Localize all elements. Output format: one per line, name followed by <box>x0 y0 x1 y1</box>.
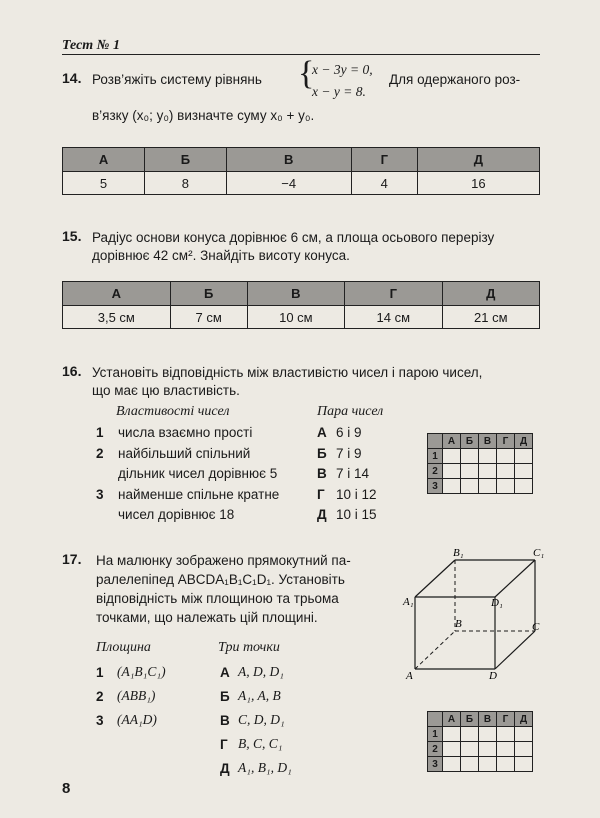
grid-cell[interactable] <box>443 464 461 479</box>
plane-item: 2 <box>96 689 104 704</box>
grid-cell[interactable] <box>515 757 533 772</box>
answer-option[interactable]: 16 <box>417 172 539 195</box>
grid-col-header: В <box>479 712 497 727</box>
points-option: Б <box>220 689 230 704</box>
grid-cell[interactable] <box>443 727 461 742</box>
grid-col-header: Б <box>461 712 479 727</box>
equation-2: x − y = 8. <box>312 84 366 99</box>
question-17-line-2: ралелепіпед ABCDA₁B₁C₁D₁. Установіть <box>96 572 345 587</box>
grid-col-header: Д <box>515 434 533 449</box>
question-17-line-1: На малюнку зображено прямокутний па- <box>96 553 351 568</box>
grid-corner <box>428 712 443 727</box>
grid-row-header: 3 <box>428 757 443 772</box>
plane-text: (ABB₁) <box>117 688 156 703</box>
grid-cell[interactable] <box>515 742 533 757</box>
pair-text: 10 і 12 <box>336 487 377 502</box>
grid-cell[interactable] <box>461 464 479 479</box>
grid-corner <box>428 434 443 449</box>
grid-cell[interactable] <box>515 727 533 742</box>
plane-text: (AA₁D) <box>117 712 157 727</box>
edge-dc <box>495 631 535 669</box>
question-17-line-3: відповідність між площиною та трьома <box>96 591 339 606</box>
answer-table-15 <box>62 281 540 329</box>
plane-column-title: Площина <box>96 640 151 655</box>
grid-cell[interactable] <box>515 449 533 464</box>
answer-option[interactable]: 8 <box>145 172 227 195</box>
edge-ab <box>415 631 455 669</box>
property-item: 3 <box>96 487 104 502</box>
grid-cell[interactable] <box>515 464 533 479</box>
answer-option[interactable]: −4 <box>226 172 351 195</box>
grid-cell[interactable] <box>497 464 515 479</box>
vertex-label-b: B <box>455 618 462 630</box>
pair-text: 6 і 9 <box>336 425 362 440</box>
parallelepiped-figure <box>395 545 555 685</box>
answer-header: Д <box>442 282 539 306</box>
pair-option: А <box>317 425 327 440</box>
answer-grid-16 <box>427 433 533 494</box>
points-option: Г <box>220 737 228 752</box>
property-text: найбільший спільний <box>118 446 251 461</box>
answer-header: Б <box>170 282 247 306</box>
grid-col-header: Г <box>497 434 515 449</box>
edge-d1c1 <box>495 560 535 597</box>
answer-header: Г <box>345 282 442 306</box>
grid-cell[interactable] <box>497 479 515 494</box>
plane-item: 3 <box>96 713 104 728</box>
grid-row-header: 3 <box>428 479 443 494</box>
vertex-label-d: D <box>489 670 497 682</box>
property-text: дільник чисел дорівнює 5 <box>118 466 278 481</box>
grid-col-header: А <box>443 712 461 727</box>
question-14-number: 14. <box>62 70 82 86</box>
grid-cell[interactable] <box>479 757 497 772</box>
question-17-line-4: точками, що належать цій площині. <box>96 610 318 625</box>
grid-cell[interactable] <box>479 449 497 464</box>
pair-text: 7 і 14 <box>336 466 370 481</box>
property-item: 2 <box>96 446 104 461</box>
question-17-number: 17. <box>62 551 82 567</box>
grid-cell[interactable] <box>461 479 479 494</box>
grid-cell[interactable] <box>479 479 497 494</box>
equation-1: x − 3y = 0, <box>312 62 373 77</box>
plane-item: 1 <box>96 665 104 680</box>
property-text: чисел дорівнює 18 <box>118 507 235 522</box>
question-15-number: 15. <box>62 228 82 244</box>
answer-header: Д <box>417 148 539 172</box>
vertex-label-a: A <box>406 670 413 682</box>
question-16-line-2: що має цю властивість. <box>92 383 240 398</box>
points-text: A₁, A, B <box>238 688 281 703</box>
points-text: C, D, D₁ <box>238 712 285 727</box>
grid-cell[interactable] <box>497 449 515 464</box>
property-text: числа взаємно прості <box>118 425 253 440</box>
answer-option[interactable]: 5 <box>63 172 145 195</box>
pair-text: 10 і 15 <box>336 507 377 522</box>
answer-header: В <box>247 282 344 306</box>
grid-cell[interactable] <box>443 742 461 757</box>
system-brace: { <box>298 55 315 92</box>
answer-header: Б <box>145 148 227 172</box>
answer-table-14 <box>62 147 540 195</box>
grid-row-header: 1 <box>428 727 443 742</box>
answer-header: Г <box>351 148 417 172</box>
answer-header: А <box>63 282 171 306</box>
question-14-text-a: Розв’яжіть систему рівнянь <box>92 72 262 87</box>
grid-col-header: Д <box>515 712 533 727</box>
points-column-title: Три точки <box>218 640 280 655</box>
answer-grid-17 <box>427 711 533 772</box>
question-14-text-b: Для одержаного роз- <box>389 72 521 87</box>
answer-option[interactable]: 3,5 см <box>63 306 171 329</box>
edge-a1b1 <box>415 560 455 597</box>
plane-text: (A₁B₁C₁) <box>117 664 166 679</box>
page-number: 8 <box>62 780 71 797</box>
answer-option[interactable]: 4 <box>351 172 417 195</box>
answer-option[interactable]: 7 см <box>170 306 247 329</box>
pair-option: Б <box>317 446 327 461</box>
answer-header: В <box>226 148 351 172</box>
vertex-label-c: C <box>532 621 540 633</box>
points-text: A, D, D₁ <box>238 664 284 679</box>
grid-col-header: Б <box>461 434 479 449</box>
grid-cell[interactable] <box>479 727 497 742</box>
grid-cell[interactable] <box>461 757 479 772</box>
grid-cell[interactable] <box>515 479 533 494</box>
grid-cell[interactable] <box>461 449 479 464</box>
grid-col-header: А <box>443 434 461 449</box>
pair-option: Д <box>317 507 327 522</box>
grid-row-header: 2 <box>428 742 443 757</box>
grid-cell[interactable] <box>461 727 479 742</box>
grid-cell[interactable] <box>443 449 461 464</box>
question-15-line-1: Радіус основи конуса дорівнює 6 см, а площа осьового перерізу <box>92 230 495 245</box>
points-text: A₁, B₁, D₁ <box>238 760 292 775</box>
grid-col-header: В <box>479 434 497 449</box>
grid-cell[interactable] <box>479 742 497 757</box>
vertex-label-c1: C₁ <box>533 547 545 559</box>
pair-option: Г <box>317 487 325 502</box>
grid-cell[interactable] <box>479 464 497 479</box>
grid-col-header: Г <box>497 712 515 727</box>
grid-cell[interactable] <box>497 727 515 742</box>
answer-option[interactable]: 10 см <box>247 306 344 329</box>
points-option: А <box>220 665 230 680</box>
points-option: Д <box>220 761 230 776</box>
property-text: найменше спільне кратне <box>118 487 280 502</box>
answer-option[interactable]: 21 см <box>442 306 539 329</box>
question-16-line-1: Установіть відповідність між властивістю чисел і парою чисел, <box>92 365 483 380</box>
property-item: 1 <box>96 425 104 440</box>
grid-cell[interactable] <box>443 479 461 494</box>
answer-option[interactable]: 14 см <box>345 306 442 329</box>
points-text: B, C, C₁ <box>238 736 283 751</box>
points-option: В <box>220 713 230 728</box>
question-15-line-2: дорівнює 42 см². Знайдіть висоту конуса. <box>92 248 350 263</box>
grid-cell[interactable] <box>497 757 515 772</box>
grid-cell[interactable] <box>461 742 479 757</box>
vertex-label-d1: D₁ <box>491 597 503 609</box>
pairs-column-title: Пара чисел <box>317 404 384 419</box>
test-title: Тест № 1 <box>62 38 120 53</box>
page-header <box>62 36 540 55</box>
pair-option: В <box>317 466 327 481</box>
answer-header: А <box>63 148 145 172</box>
grid-cell[interactable] <box>497 742 515 757</box>
grid-row-header: 1 <box>428 449 443 464</box>
grid-cell[interactable] <box>443 757 461 772</box>
vertex-label-b1: B₁ <box>453 547 464 559</box>
grid-row-header: 2 <box>428 464 443 479</box>
pair-text: 7 і 9 <box>336 446 362 461</box>
question-14-text-c: в’язку (x₀; y₀) визначте суму x₀ + y₀. <box>92 108 315 123</box>
properties-column-title: Властивості чисел <box>116 404 230 419</box>
vertex-label-a1: A₁ <box>403 596 414 608</box>
question-16-number: 16. <box>62 363 82 379</box>
